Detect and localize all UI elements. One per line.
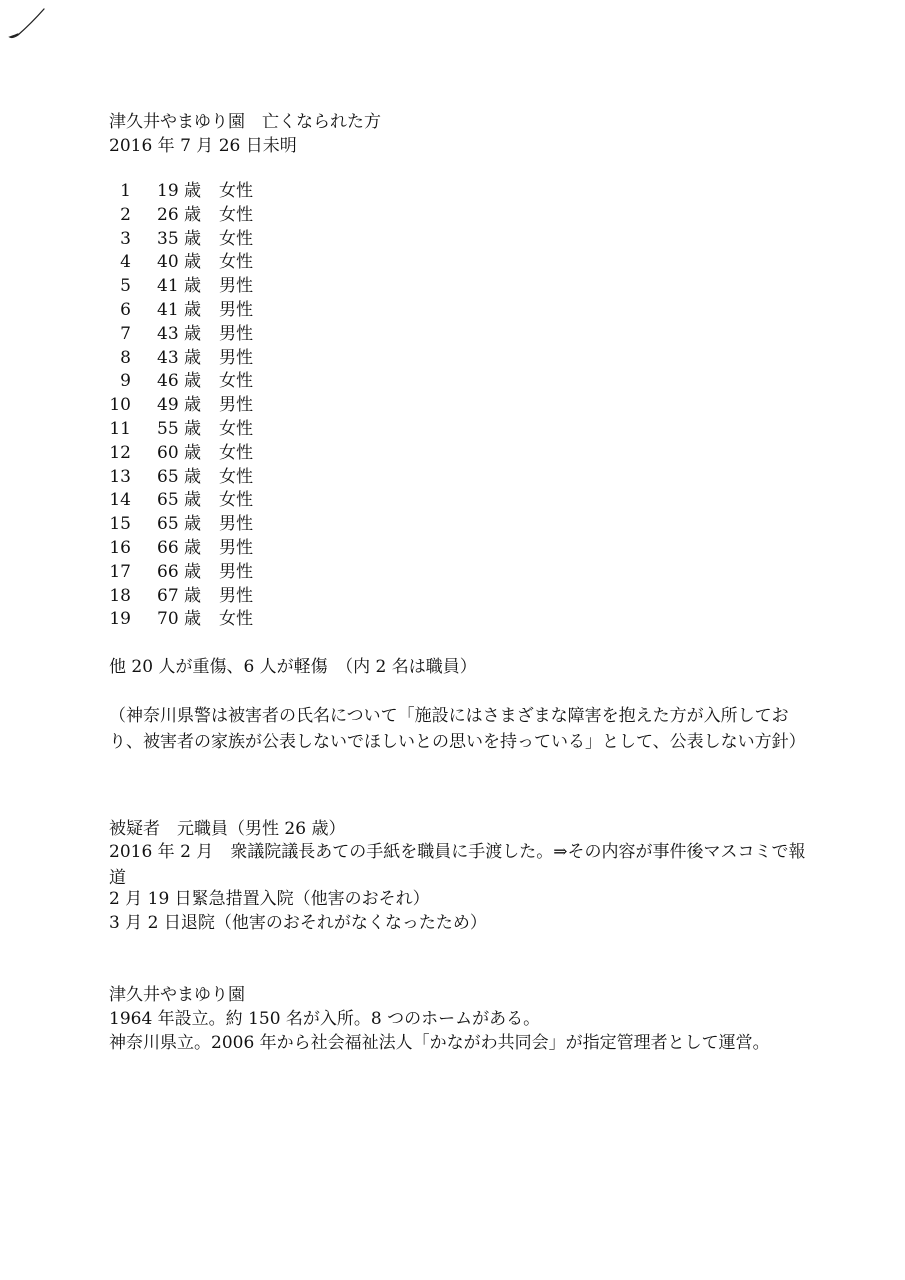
facility-heading: 津久井やまゆり園 xyxy=(109,985,245,1005)
victim-number: 18 xyxy=(109,585,131,606)
suspect-event-discharge: 3 月 2 日退院（他害のおそれがなくなったため） xyxy=(109,913,487,933)
victim-age: 43 歳 xyxy=(157,347,202,368)
victim-number: 14 xyxy=(109,490,131,511)
victim-number: 5 xyxy=(120,276,131,297)
victim-sex: 女性 xyxy=(219,204,253,225)
victim-age: 65 歳 xyxy=(157,490,202,511)
incident-date: 2016 年 7 月 26 日未明 xyxy=(109,136,297,156)
victim-number: 17 xyxy=(109,561,131,582)
victim-number: 15 xyxy=(109,514,131,535)
victim-sex: 男性 xyxy=(219,585,253,606)
victim-age: 67 歳 xyxy=(157,585,202,606)
victim-sex: 男性 xyxy=(219,395,253,416)
victim-sex: 男性 xyxy=(219,323,253,344)
victim-number: 8 xyxy=(120,347,131,368)
victim-age: 70 歳 xyxy=(157,609,202,630)
victim-sex: 男性 xyxy=(219,347,253,368)
victim-number: 19 xyxy=(109,609,131,630)
victim-age: 41 歳 xyxy=(157,299,202,320)
victim-age: 41 歳 xyxy=(157,276,202,297)
victim-age: 43 歳 xyxy=(157,323,202,344)
victim-age: 66 歳 xyxy=(157,561,202,582)
victim-age: 65 歳 xyxy=(157,514,202,535)
victim-sex: 男性 xyxy=(219,537,253,558)
victim-age: 19 歳 xyxy=(157,181,202,201)
victim-number: 11 xyxy=(109,418,131,439)
victim-age: 46 歳 xyxy=(157,371,202,392)
victim-sex: 女性 xyxy=(219,442,253,463)
victim-sex: 男性 xyxy=(219,514,253,535)
victim-age: 65 歳 xyxy=(157,466,202,487)
document-title: 津久井やまゆり園 亡くなられた方 xyxy=(109,112,381,132)
suspect-event-admission: 2 月 19 日緊急措置入院（他害のおそれ） xyxy=(109,889,430,909)
victim-number: 3 xyxy=(120,228,131,249)
victim-sex: 男性 xyxy=(219,299,253,320)
victim-sex: 女性 xyxy=(219,466,253,487)
victim-number: 13 xyxy=(109,466,131,487)
victim-sex: 男性 xyxy=(219,276,253,297)
police-note: （神奈川県警は被害者の氏名について「施設にはさまざまな障害を抱えた方が入所しており、被害者の家族が公表しないでほしいとの思いを持っている」として、公表しない方針） xyxy=(109,706,806,752)
victim-age: 60 歳 xyxy=(157,442,202,463)
facility-line-2: 神奈川県立。2006 年から社会福祉法人「かながわ共同会」が指定管理者として運営。 xyxy=(109,1033,770,1053)
victim-age: 40 歳 xyxy=(157,252,202,273)
facility-line-1: 1964 年設立。約 150 名が入所。8 つのホームがある。 xyxy=(109,1009,541,1029)
victim-number: 16 xyxy=(109,537,131,558)
victim-age: 55 歳 xyxy=(157,418,202,439)
victim-age: 49 歳 xyxy=(157,395,202,416)
injury-summary: 他 20 人が重傷、6 人が軽傷 （内 2 名は職員） xyxy=(109,657,477,677)
victim-age: 35 歳 xyxy=(157,228,202,249)
victim-number: 2 xyxy=(120,204,131,225)
victim-sex: 女性 xyxy=(219,371,253,392)
victim-number: 1 xyxy=(120,181,131,201)
victim-sex: 女性 xyxy=(219,490,253,511)
victim-number: 9 xyxy=(120,371,131,392)
victim-number: 4 xyxy=(120,252,131,273)
victim-sex: 女性 xyxy=(219,181,253,201)
victim-age: 26 歳 xyxy=(157,204,202,225)
victim-number: 10 xyxy=(109,395,131,416)
suspect-event-letter: 2016 年 2 月 衆議院議長あての手紙を職員に手渡した。⇒その内容が事件後マスコミで報道 xyxy=(109,842,806,888)
pen-stroke-icon xyxy=(8,6,48,42)
victim-age: 66 歳 xyxy=(157,537,202,558)
victim-sex: 女性 xyxy=(219,252,253,273)
victim-number: 12 xyxy=(109,442,131,463)
victim-sex: 女性 xyxy=(219,228,253,249)
suspect-heading: 被疑者 元職員（男性 26 歳） xyxy=(109,819,346,839)
victim-sex: 男性 xyxy=(219,561,253,582)
victim-number: 6 xyxy=(120,299,131,320)
victim-sex: 女性 xyxy=(219,609,253,630)
victim-sex: 女性 xyxy=(219,418,253,439)
victim-number: 7 xyxy=(120,323,131,344)
